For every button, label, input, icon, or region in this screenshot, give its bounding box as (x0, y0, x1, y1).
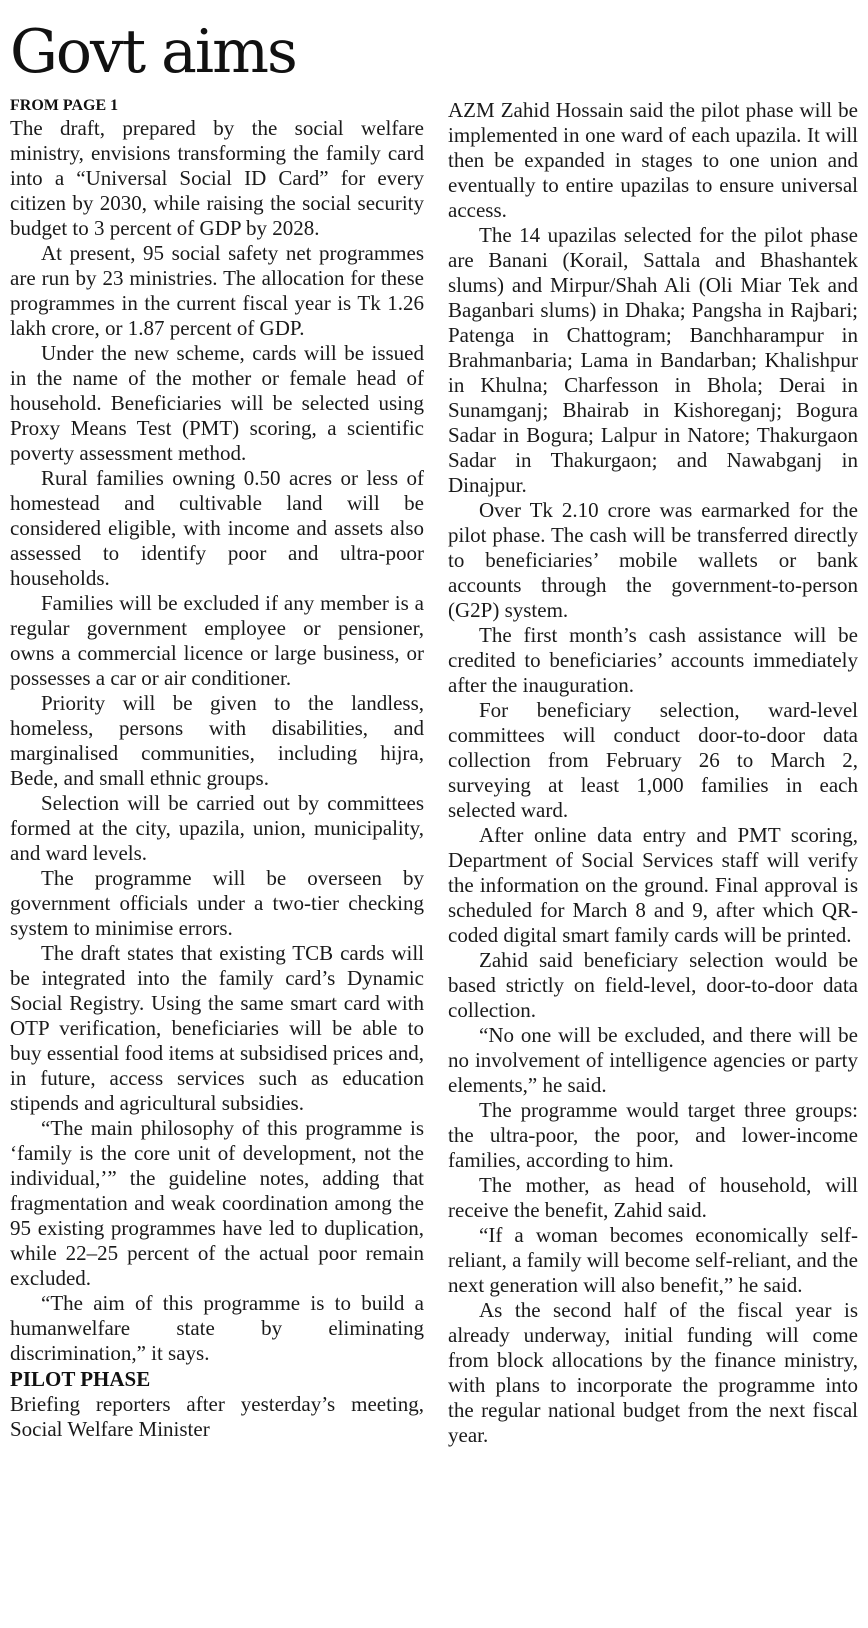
paragraph: Priority will be given to the landless, homeless, persons with disabilities, and marginalised communities, including hijra, Bede, and small ethnic groups. (10, 691, 424, 790)
paragraph: After online data entry and PMT scoring, Department of Social Services staff will verify the information on the ground. Final approval is scheduled for March 8 and 9, after which QR-coded digital smart family cards will be printed. (448, 823, 858, 947)
paragraph: Under the new scheme, cards will be issued in the name of the mother or female head of household. Beneficiaries will be selected using Proxy Means Test (PMT) scoring, a scientific poverty assessment method. (10, 341, 424, 465)
right-column (448, 98, 858, 1448)
paragraph: Selection will be carried out by committees formed at the city, upazila, union, municipality, and ward levels. (10, 791, 424, 865)
paragraph: As the second half of the fiscal year is already underway, initial funding will come from block allocations by the finance ministry, with plans to incorporate the programme into the regular national budget from the next fiscal year. (448, 1298, 858, 1447)
paragraph: Over Tk 2.10 crore was earmarked for the pilot phase. The cash will be transferred directly to beneficiaries’ mobile wallets or bank accounts through the government-to-person (G2P) system. (448, 498, 858, 622)
left-column (10, 96, 424, 1442)
paragraph: AZM Zahid Hossain said the pilot phase will be implemented in one ward of each upazila. It will then be expanded in stages to one union and eventually to entire upazilas to ensure universal access. (448, 98, 858, 222)
paragraph: Families will be excluded if any member is a regular government employee or pensioner, owns a commercial licence or large business, or possesses a car or air conditioner. (10, 591, 424, 690)
paragraph: “The main philosophy of this programme is ‘family is the core unit of development, not the individual,’” the guideline notes, adding that fragmentation and weak coordination among the 95 existing programmes have led to duplication, while 22–25 percent of the actual poor remain excluded. (10, 1116, 424, 1290)
paragraph: The 14 upazilas selected for the pilot phase are Banani (Korail, Sattala and Bhashantek slums) and Mirpur/Shah Ali (Oli Miar Tek and Baganbari slums) in Dhaka; Pangsha in Rajbari; Patenga in Chattogram; Banchharampur in Brahmanbaria; Lama in Bandarban; Khalishpur in Khulna; Charfesson in Bhola; Derai in Sunamganj; Bhairab in Kishoreganj; Bogura Sadar in Bogura; Lalpur in Natore; Thakurgaon Sadar in Thakurgaon; and Nawabganj in Dinajpur. (448, 223, 858, 497)
headline: Govt aims (10, 17, 296, 87)
paragraph: “The aim of this programme is to build a humanwelfare state by eliminating discrimination,” it says. (10, 1291, 424, 1365)
paragraph: At present, 95 social safety net programmes are run by 23 ministries. The allocation for these programmes in the current fiscal year is Tk 1.26 lakh crore, or 1.87 percent of GDP. (10, 241, 424, 340)
paragraph: The first month’s cash assistance will be credited to beneficiaries’ accounts immediately after the inauguration. (448, 623, 858, 697)
paragraph: The programme will be overseen by government officials under a two-tier checking system to minimise errors. (10, 866, 424, 940)
pilot-phase-subhead: PILOT PHASE (10, 1367, 151, 1391)
paragraph: Zahid said beneficiary selection would be based strictly on field-level, door-to-door data collection. (448, 948, 858, 1022)
paragraph: Rural families owning 0.50 acres or less of homestead and cultivable land will be considered eligible, with income and assets also assessed to identify poor and ultra-poor households. (10, 466, 424, 590)
paragraph: “If a woman becomes economically self-reliant, a family will become self-reliant, and the next generation will also benefit,” he said. (448, 1223, 858, 1297)
paragraph: The draft, prepared by the social welfare ministry, envisions transforming the family card into a “Universal Social ID Card” for every citizen by 2030, while raising the social security budget to 3 percent of GDP by 2028. (10, 116, 424, 240)
paragraph: The draft states that existing TCB cards will be integrated into the family card’s Dynamic Social Registry. Using the same smart card with OTP verification, beneficiaries will be able to buy essential food items at subsidised prices and, in future, access services such as education stipends and agricultural subsidies. (10, 941, 424, 1115)
paragraph: For beneficiary selection, ward-level committees will conduct door-to-door data collection from February 26 to March 2, surveying at least 1,000 families in each selected ward. (448, 698, 858, 822)
paragraph: The programme would target three groups: the ultra-poor, the poor, and lower-income families, according to him. (448, 1098, 858, 1172)
paragraph: Briefing reporters after yesterday’s meeting, Social Welfare Minister (10, 1392, 424, 1441)
from-page-kicker: FROM PAGE 1 (10, 97, 119, 114)
paragraph: “No one will be excluded, and there will be no involvement of intelligence agencies or party elements,” he said. (448, 1023, 858, 1097)
paragraph: The mother, as head of household, will receive the benefit, Zahid said. (448, 1173, 858, 1222)
